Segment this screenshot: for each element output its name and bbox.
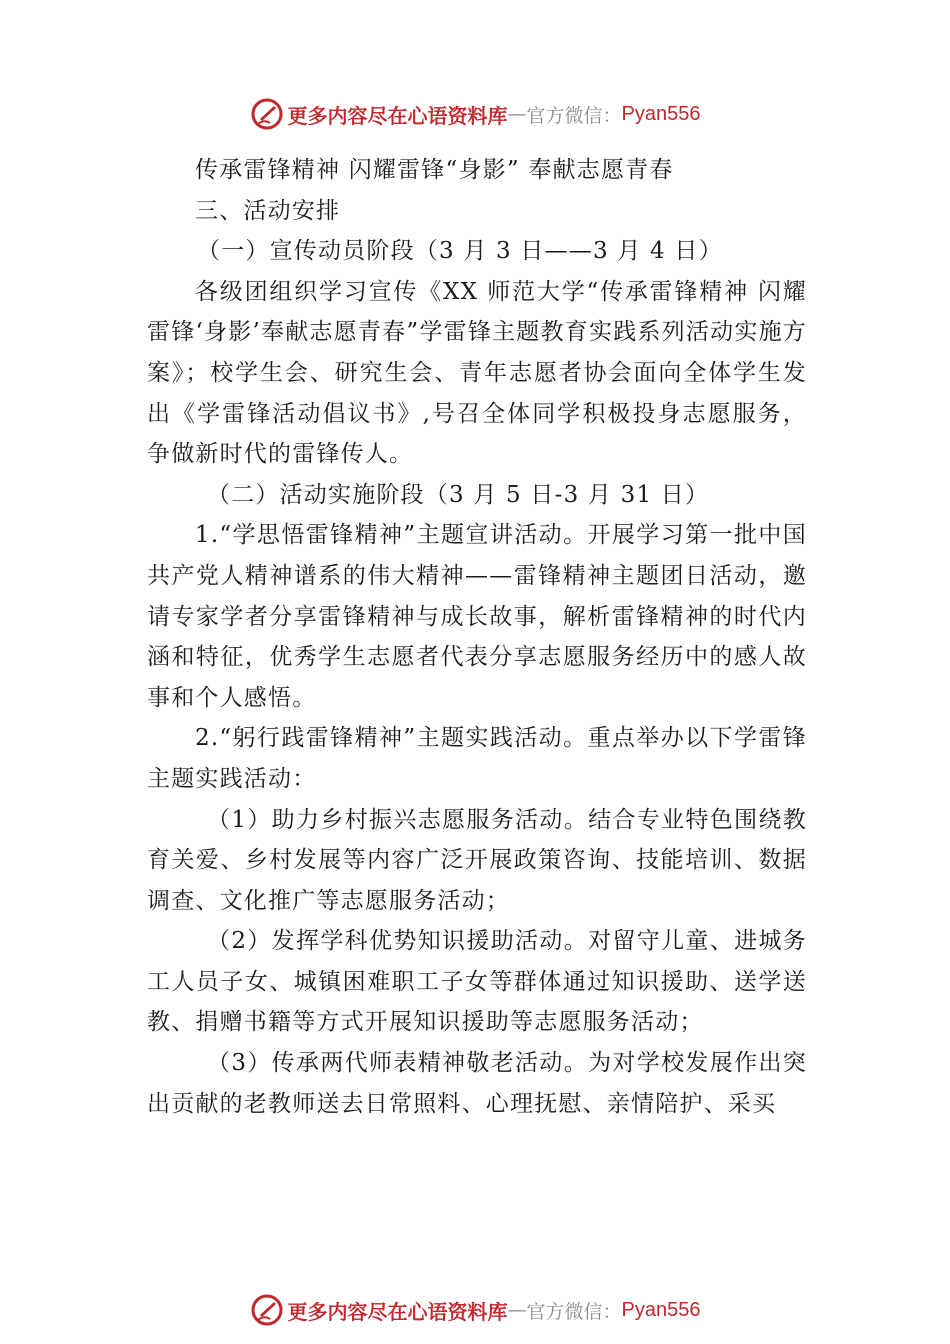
banner-dash: — [507,1299,527,1321]
banner-dash: — [507,103,527,125]
wechat-label: 官方微信： [526,1300,622,1323]
item-two-paragraph: 2.“躬行践雷锋精神”主题实践活动。重点举办以下学雷锋主题实践活动： [147,725,807,792]
theme-line: 传承雷锋精神 闪耀雷锋“身影” 奉献志愿青春 [195,157,674,183]
brand-logo-icon [250,97,284,131]
stage-one-heading: （一）宣传动员阶段（3 月 3 日——3 月 4 日） [197,238,723,265]
header-watermark-banner [0,94,950,134]
wechat-label: 官方微信： [526,104,622,127]
sub-item-two: （2）发挥学科优势知识援助活动。对留守儿童、进城务工人员子女、城镇困难职工子女等群体通过知识援助、送学送教、捐赠书籍等方式开展知识援助等志愿服务活动； [147,928,807,1036]
brand-text: 更多内容尽在心语资料库 [287,103,508,128]
document-body [147,150,807,1124]
stage-one-paragraph: 各级团组织学习宣传《XX 师范大学“传承雷锋精神 闪耀雷锋‘身影’奉献志愿青春”学雷锋主题教育实践系列活动实施方案》；校学生会、研究生会、青年志愿者协会面向全体学生发出《学雷锋活动倡议书》,号召全体同学积极投身志愿服务，争做新时代的雷锋传人。 [147,278,807,468]
sub-item-three: （3）传承两代师表精神敬老活动。为对学校发展作出突出贡献的老教师送去日常照料、心理抚慰、亲情陪护、采买 [147,1050,807,1117]
wechat-id: Pyan556 [621,102,701,125]
section-heading-three: 三、活动安排 [195,197,341,224]
brand-logo-icon [250,1293,284,1327]
brand-text: 更多内容尽在心语资料库 [287,1299,508,1324]
sub-item-one: （1）助力乡村振兴志愿服务活动。结合专业特色围绕教育关爱、乡村发展等内容广泛开展政策咨询、技能培训、数据调查、文化推广等志愿服务活动； [147,806,807,914]
wechat-id: Pyan556 [621,1298,701,1321]
footer-watermark-banner [0,1290,950,1330]
item-one-paragraph: 1.“学思悟雷锋精神”主题宣讲活动。开展学习第一批中国共产党人精神谱系的伟大精神——雷锋精神主题团日活动，邀请专家学者分享雷锋精神与成长故事，解析雷锋精神的时代内涵和特征，优秀学生志愿者代表分享志愿服务经历中的感人故事和个人感悟。 [147,522,807,711]
stage-two-heading: （二）活动实施阶段（3 月 5 日-3 月 31 日） [207,481,710,508]
